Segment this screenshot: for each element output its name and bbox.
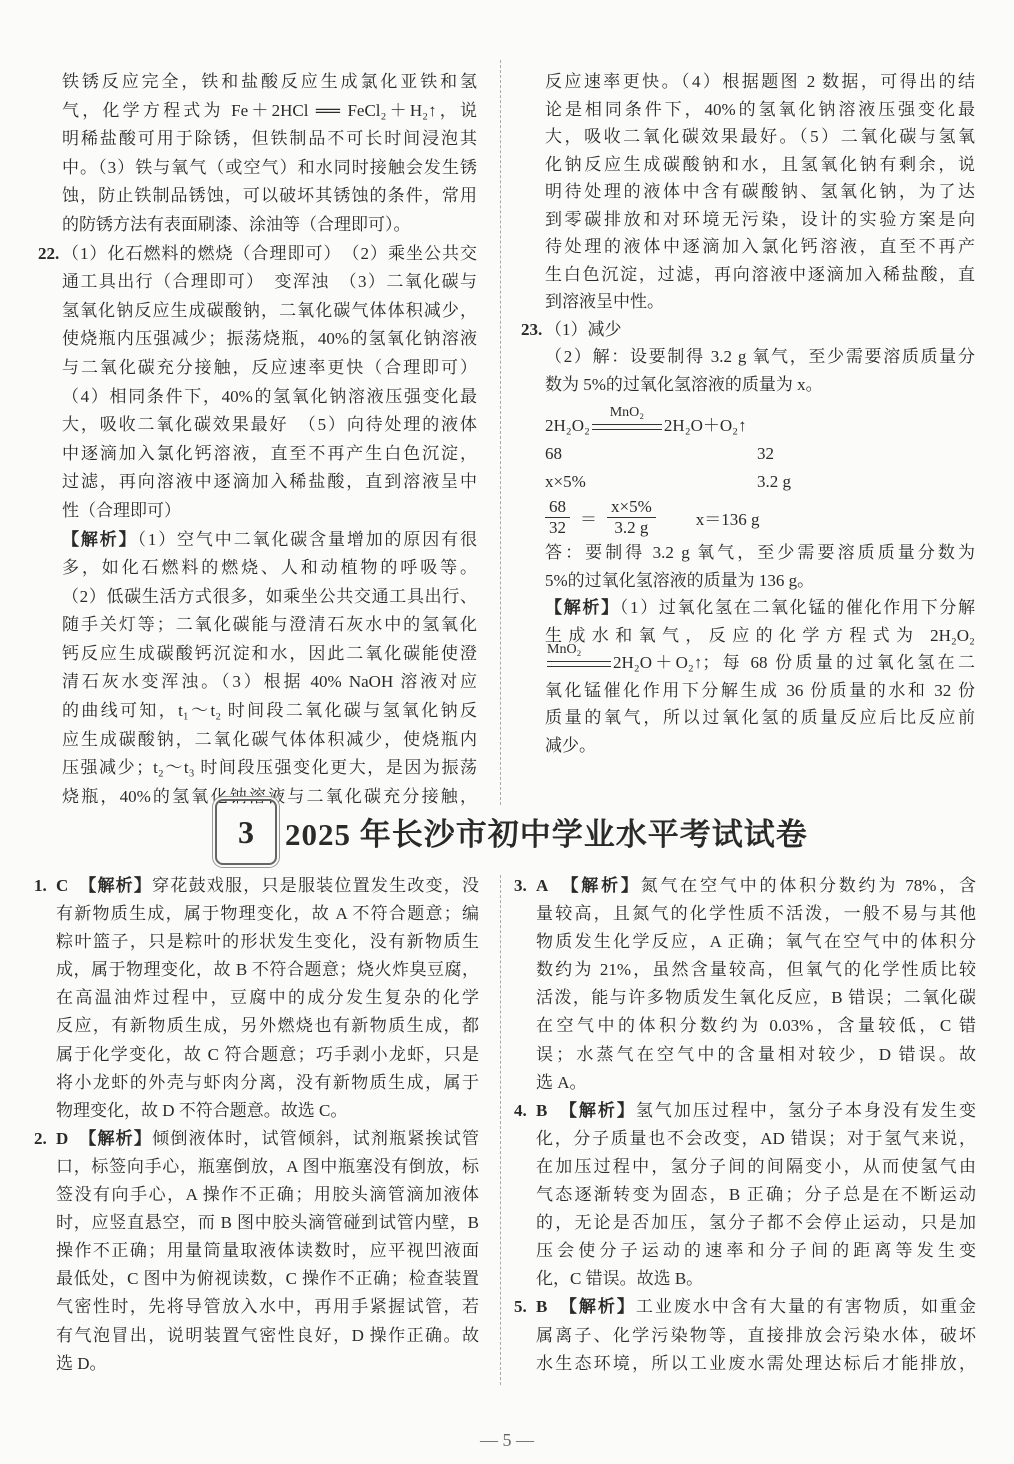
text-line [545,704,975,732]
text-line [514,872,976,900]
text-line [536,1041,976,1069]
text-line [56,928,479,956]
section-banner [215,797,815,867]
line-text: 将小龙虾的外壳与虾肉分离，没有新物质生成，属于 [56,1072,479,1092]
text-line [62,554,477,583]
equals-sign: ＝ [580,509,597,529]
section-title: 2025 年长沙市初中学业水平考试试卷 [285,817,808,852]
line-text: 签没有向手心，A 操作不正确；用胶头滴管滴加液体 [56,1185,479,1205]
line-text: 最低处，C 图中为俯视读数，C 操作不正确；检查装置 [56,1269,479,1289]
line-text: （4）相同条件下，40%的氢氧化钠溶液压强变化最 [62,386,477,406]
text-line [56,956,479,984]
text-line [62,68,477,97]
ratio-right: 32 [757,444,774,463]
line-text: 明待处理的液体中含有碳酸钠、氢氧化钠，为了达 [545,182,975,201]
line-text: 水生态环境，所以工业废水需处理达标后才能排放， [536,1353,976,1373]
text-line [62,182,477,211]
analysis-label: 【解析】 [62,529,138,549]
line-text: 烧瓶，40%的氢氧化钠溶液与二氧化碳充分接触， [62,786,477,806]
line-text: 清石灰水变浑浊。（3）根据 40% NaOH 溶液对应 [62,672,477,692]
line-text: 的，无论是否加压，氢分子都不会停止运动，只是加 [536,1213,976,1233]
line-text: 大，吸收二氧化碳效果最好。（5）二氧化碳与氢氧 [545,127,975,146]
line-text: 氮气在空气中的体积分数约为 78%，含 [640,876,976,895]
line-text: 待处理的液体中逐滴加入氯化钙溶液，直至不再产 [545,237,975,256]
question-number: 23. [521,319,543,339]
line-text: 化，C 错误。故选 B。 [536,1269,704,1289]
text-line [62,411,477,440]
text-line [56,1041,479,1069]
text-line [62,211,477,240]
line-text: 倾倒液体时，试管倾斜，试剂瓶紧挨试管 [152,1128,479,1148]
line-text: 物理变化，故 D 不符合题意。故选 C。 [56,1100,348,1120]
bottom-left-column [34,872,479,1378]
text-line [34,872,479,900]
line-text: 答：要制得 3.2 g 氧气，至少需要溶质质量分数为 [545,543,975,562]
line-text: 气态逐渐转变为固态，B 正确；分子总是在不断运动 [536,1185,976,1205]
text-line [514,1293,977,1321]
line-text: 氢氧化钠反应生成碳酸钠，二氧化碳气体体积减少， [62,300,477,320]
line-text: 使烧瓶内压强减少；振荡烧瓶，40%的氢氧化钠溶液 [62,329,477,349]
line-text: 穿花鼓戏服，只是服装位置发生改变，没 [152,876,479,895]
line-text: （1）化石燃料的燃烧（合理即可） （2）乘坐公共交 [62,243,477,263]
line-text: 量较高，且氮气的化学性质不活泼，一般不易与其他 [536,904,976,924]
text-line [56,1069,479,1097]
analysis-label: 【解析】 [545,598,620,617]
text-line [62,468,477,497]
line-text: （1）空气中二氧化碳含量增加的原因有很 [137,529,478,549]
text-line [62,754,477,783]
top-right-column [521,68,976,759]
fraction [545,497,570,538]
column-divider-bottom [500,875,501,1385]
line-text: 钙反应生成碳酸钙沉淀和水，因此二氧化碳能使澄 [62,643,477,663]
text-line [545,233,975,261]
line-text: 减少。 [545,735,596,755]
line-text: 随手关灯等；二氧化碳能与澄清石灰水中的氢氧化 [62,615,477,635]
analysis-label: D 【解析】 [56,1128,153,1148]
line-text: 数为 5%的过氧化氢溶液的质量为 x。 [545,374,823,394]
text-line [545,343,975,371]
section-number-badge: 3 [215,799,277,865]
line-text: 在空气中的体积分数约为 0.03%，含量较低，C 错 [536,1016,976,1036]
line-text: 明稀盐酸可用于除锈，但铁制品不可长时间浸泡其 [62,129,477,149]
ratio-row [545,468,975,496]
text-line [545,123,975,151]
catalyst-label: MnO₂ [547,642,582,658]
text-line [56,1237,479,1265]
text-line [62,583,477,612]
text-line [536,1265,976,1293]
text-line [545,371,975,399]
line-text: 有新物质生成，属于物理变化，故 A 不符合题意；编 [56,904,479,924]
text-line [536,1125,976,1153]
text-line [62,697,477,726]
text-line [536,928,976,956]
text-line [62,640,477,669]
line-text: 性（合理即可） [62,500,181,520]
text-line [536,1237,976,1265]
analysis-label: B 【解析】 [536,1297,636,1317]
line-text: 在加压过程中，氢分子间的间隔变小，从而使氢气由 [536,1156,976,1176]
text-line [56,1265,479,1293]
line-text: 中。（3）铁与氧气（或空气）和水同时接触会发生锈 [62,157,477,177]
text-line [545,288,975,316]
text-line [62,325,477,354]
line-text: 生成水和氧气，反应的化学方程式为 2H₂O₂ [545,625,975,645]
text-line [545,642,975,677]
line-text: 属于化学变化，故 C 符合题意；巧手剥小龙虾，只是 [56,1044,479,1064]
line-text: 论是相同条件下，40%的氢氧化钠溶液压强变化最 [545,99,975,119]
text-line [56,1012,479,1040]
text-line [34,1125,479,1153]
catalyst-arrow [592,405,662,430]
text-line [545,732,975,760]
ratio-right: 3.2 g [757,471,791,491]
line-text: 误；水蒸气在空气中的含量相对较少，D 错误。故 [536,1044,976,1064]
line-text: 的防锈方法有表面刷漆、涂油等（合理即可）。 [62,214,411,234]
line-text: （2）低碳生活方式很多，如乘坐公共交通工具出行、 [62,586,477,606]
line-text: （1）减少 [545,319,622,339]
text-line [62,440,477,469]
line-text: 通工具出行（合理即可） 变浑浊 （3）二氧化碳与 [62,272,477,292]
line-text: 到溶液呈中性。 [545,292,664,311]
numerator: 68 [545,497,570,518]
page-number: — 5 — [480,1430,534,1450]
line-text: 活泼，能与许多物质发生氧化反应，B 错误；二氧化碳 [536,988,976,1008]
line-text: 物质发生化学反应，A 正确；氧气在空气中的体积分 [536,932,976,952]
text-line [62,297,477,326]
text-line [545,96,975,124]
ratio-row [545,440,975,468]
line-text: 反应速率更快。（4）根据题图 2 数据，可得出的结 [545,72,975,91]
ratio-left: x×5% [545,471,586,491]
text-line [536,984,976,1012]
line-text: 有气泡冒出，说明装置气密性良好，D 操作正确。故 [56,1325,479,1345]
text-line [56,1181,479,1209]
line-text: 反应，有新物质生成，另外燃烧也有新物质生成，都 [56,1016,479,1036]
line-text: 化，分子质量也不会改变，AD 错误；对于氢气来说， [536,1128,976,1148]
line-text: 选 A。 [536,1072,587,1092]
text-line [56,1097,479,1125]
catalyst-label: MnO₂ [609,405,645,421]
line-text: 氢气加压过程中，氢分子本身没有发生变 [635,1100,977,1120]
text-line [536,900,976,928]
line-text: 中逐滴加入氯化钙溶液，直至不再产生白色沉淀， [62,443,477,463]
line-text: 工业废水中含有大量的有害物质，如重金 [635,1297,977,1317]
question-number: 5. [514,1297,527,1317]
text-line [514,1097,977,1125]
line-text: 生白色沉淀，过滤，再向溶液中逐滴加入稀盐酸，直 [545,264,975,284]
text-line [62,668,477,697]
line-text: 铁锈反应完全，铁和盐酸反应生成氯化亚铁和氢 [62,72,477,91]
line-text: 蚀，防止铁制品锈蚀，可以破坏其锈蚀的条件，常用 [62,186,477,206]
line-text: 口，标签向手心，瓶塞倒放，A 图中瓶塞没有倒放，标 [56,1156,479,1176]
top-left-column [38,68,478,811]
result: x＝136 g [695,509,760,529]
line-text: 在高温油炸过程中，豆腐中的成分发生复杂的化学 [56,988,479,1008]
text-line [62,726,477,755]
text-line [536,956,976,984]
analysis-label: C 【解析】 [56,876,153,895]
text-line [56,984,479,1012]
text-line [56,1209,479,1237]
text-line [62,383,477,412]
line-text: 属离子、化学污染物等，直接排放会污染水体，破坏 [536,1325,976,1345]
text-line [545,594,975,622]
line-text: 时，应竖直悬空，而 B 图中胶头滴管碰到试管内壁，B [56,1213,479,1233]
catalyst-arrow [547,642,611,667]
line-text: 的曲线可知，t₁～t₂ 时间段二氧化碳与氢氧化钠反 [62,701,477,721]
denominator: 32 [549,517,566,537]
text-line [536,1322,976,1350]
analysis-label: B 【解析】 [536,1100,636,1120]
text-line [62,97,477,126]
line-text: 数约为 21%，虽然含量较高，但氧气的化学性质比较 [536,960,976,980]
line-text: 气，化学方程式为 Fe＋2HCl ══ FeCl₂＋H₂↑，说 [62,100,477,120]
text-line [56,1153,479,1181]
line-text: （2）解：设要制得 3.2 g 氧气，至少需要溶质质量分 [545,347,975,366]
text-line [56,1322,479,1350]
line-text: 压强减少；t₂～t₃ 时间段压强变化更大，是因为振荡 [62,758,477,778]
line-text: 5%的过氧化氢溶液的质量为 136 g。 [545,570,815,590]
text-line [62,125,477,154]
analysis-label: A 【解析】 [536,876,641,895]
text-line [56,900,479,928]
ratio-left: 68 [545,444,562,463]
question-number: 22. [38,243,60,263]
line-text: 气密性时，先将导管放入水中，再用手紧握试管，若 [56,1297,479,1317]
line-text: 选 D。 [56,1353,107,1373]
text-line [545,151,975,179]
question-number: 2. [34,1128,47,1148]
text-line [545,677,975,705]
text-line [536,1209,976,1237]
line-text: 操作不正确；用量筒量取液体读数时，应平视凹液面 [56,1241,479,1261]
equation-reactants: 2H₂O₂ [545,416,590,435]
line-text: 2H₂O＋O₂↑；每 68 份质量的过氧化氢在二 [613,653,975,672]
line-text: （1）过氧化氢在二氧化锰的催化作用下分解 [619,598,976,617]
text-line [536,1181,976,1209]
text-line [545,539,975,567]
line-text: 多，如化石燃料的燃烧、人和动植物的呼吸等。 [62,558,477,578]
denominator: 3.2 g [614,517,649,537]
text-line [545,261,975,289]
numerator: x×5% [607,497,656,518]
line-text: 到零碳排放和对环境无污染，设计的实验方案是向 [545,209,975,229]
line-text: 化钠反应生成碳酸钠和水，且氢氧化钠有剩余，说 [545,154,975,174]
text-line [56,1293,479,1321]
text-line [62,268,477,297]
chemical-equation [545,398,975,440]
bottom-right-column [514,872,977,1378]
question-number: 3. [514,876,527,895]
line-text: 大，吸收二氧化碳效果最好 （5）向待处理的液体 [62,415,477,435]
text-line [62,611,477,640]
line-text: 与二氧化碳充分接触，反应速率更快（合理即可） [62,357,477,377]
text-line [536,1012,976,1040]
text-line [536,1350,976,1378]
text-line [545,68,975,96]
text-line [545,178,975,206]
line-text: 过滤，再向溶液中逐滴加入稀盐酸，直到溶液呈中 [62,472,477,492]
line-text: 质量的氧气，所以过氧化氢的质量反应后比反应前 [545,708,975,727]
text-line [56,1350,479,1378]
text-line [38,240,477,269]
text-line [521,316,975,344]
line-text: 压会使分子运动的速率和分子间的距离等发生变 [536,1241,976,1261]
question-number: 4. [514,1100,527,1120]
equation-products: 2H₂O＋O₂↑ [663,416,747,435]
text-line [545,567,975,595]
proportion-row [545,495,975,539]
text-line [62,154,477,183]
line-text: 氧化锰催化作用下分解生成 36 份质量的水和 32 份 [545,680,975,700]
line-text: 成，属于物理变化，故 B 不符合题意；烧火炸臭豆腐， [56,960,479,980]
text-line [62,497,477,526]
text-line [536,1153,976,1181]
line-text: 粽叶篮子，只是粽叶的形状发生变化，没有新物质生 [56,932,479,952]
text-line [62,526,477,555]
text-line [536,1069,976,1097]
fraction [607,497,656,538]
text-line [545,206,975,234]
question-number: 1. [34,876,47,895]
column-divider-top [500,60,501,805]
line-text: 应生成碳酸钠，二氧化碳气体体积减少，使烧瓶内 [62,729,477,749]
text-line [62,354,477,383]
